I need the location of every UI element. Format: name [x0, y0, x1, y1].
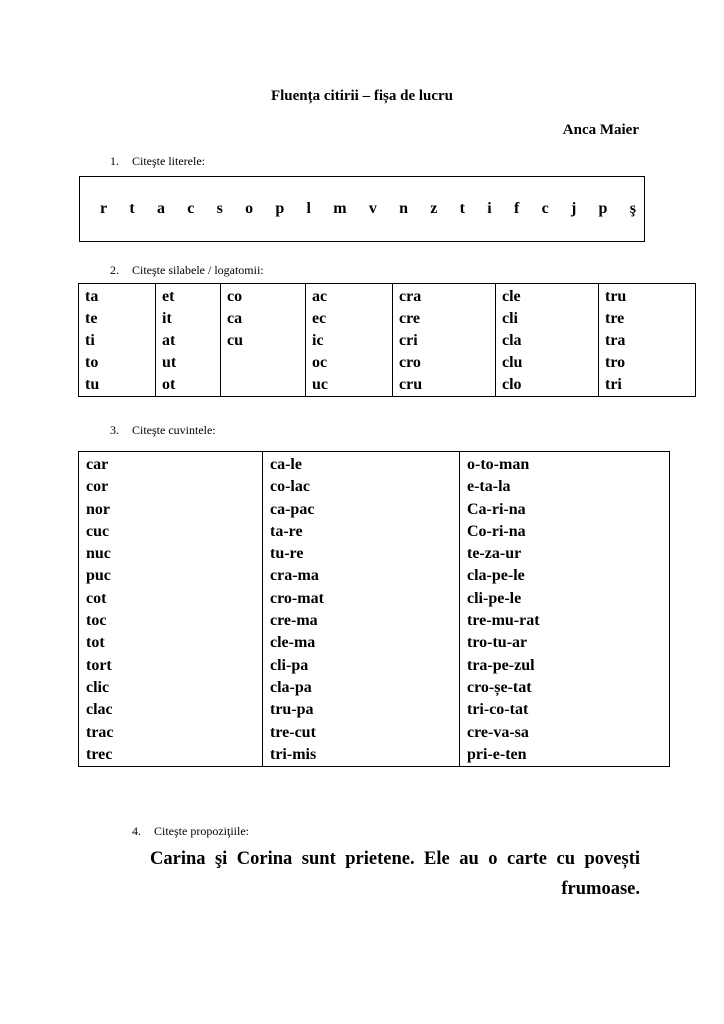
words-row [79, 452, 670, 767]
reading-sentence: Carina şi Corina sunt prietene. Ele au o carte cu povești frumoase. [150, 849, 640, 899]
letter: m [333, 200, 347, 217]
letters-box [79, 176, 645, 242]
letter: o [245, 200, 254, 217]
word: tri-mis [270, 745, 317, 763]
letter: t [129, 200, 135, 217]
word-column [79, 452, 263, 767]
worksheet-title: Fluența citirii – fișa de lucru [270, 88, 454, 104]
syllable-column [79, 284, 156, 397]
word-column [263, 452, 460, 767]
syllable: tro [605, 354, 626, 371]
word: cro-șe-tat [467, 678, 532, 696]
letter: i [487, 200, 492, 217]
letter: r [100, 200, 108, 217]
word: tri-co-tat [467, 701, 529, 719]
word: e-ta-la [467, 478, 511, 496]
section-number: 4. [132, 824, 141, 838]
syllable: tru [605, 288, 627, 305]
syllable: te [85, 310, 98, 327]
syllable-column [156, 284, 221, 397]
section-label: Citeşte silabele / logatomii: [132, 263, 264, 277]
syllable: ti [85, 332, 95, 349]
word: pri-e-ten [467, 745, 527, 763]
syllable: ic [312, 332, 324, 349]
syllable-column [306, 284, 393, 397]
section-4-heading [132, 824, 249, 839]
word: cla-pa [270, 678, 312, 696]
syllable: ut [162, 354, 177, 371]
syllable: cli [502, 310, 518, 327]
word: puc [86, 567, 111, 585]
syllable: oc [312, 354, 328, 371]
words-table [78, 451, 670, 767]
word: cla-pe-le [467, 567, 525, 585]
letter: z [430, 200, 438, 217]
letter: v [368, 200, 377, 217]
author-name: Anca Maier [562, 122, 639, 138]
word: nor [86, 500, 110, 518]
syllable: cru [399, 376, 423, 393]
syllable-column [393, 284, 496, 397]
word: co-lac [270, 478, 310, 496]
syllable: cri [399, 332, 418, 349]
word: Ca-ri-na [467, 500, 526, 518]
syllable: cre [399, 310, 421, 327]
syllable: cra [399, 288, 422, 305]
word: tre-mu-rat [467, 612, 540, 630]
word: nuc [86, 545, 111, 563]
syllable: clo [502, 376, 522, 393]
syllable: ec [312, 310, 327, 327]
syllable: tre [605, 310, 625, 327]
syllable: cro [399, 354, 421, 371]
letter: l [306, 200, 311, 217]
word: cli-pe-le [467, 589, 522, 607]
letter: f [513, 200, 520, 217]
word: cre-ma [270, 612, 318, 630]
syllable: co [227, 288, 243, 305]
syllable: clu [502, 354, 523, 371]
word: tot [86, 634, 105, 652]
word: cor [86, 478, 109, 496]
word: cle-ma [270, 634, 316, 652]
letter: c [187, 200, 195, 217]
letter: a [156, 200, 165, 217]
letter: c [541, 200, 549, 217]
letter: ş [629, 200, 636, 217]
word: car [86, 456, 109, 473]
word: trac [86, 723, 114, 741]
syllable: uc [312, 376, 328, 393]
word: tra-pe-zul [467, 656, 535, 674]
section-label: Citeşte propoziţiile: [154, 824, 249, 838]
syllable-column [221, 284, 306, 397]
letter: t [459, 200, 465, 217]
syllable-column [496, 284, 599, 397]
word: tu-re [270, 545, 304, 563]
word: ta-re [270, 522, 303, 540]
syllable: ot [162, 376, 176, 393]
section-label: Citeşte cuvintele: [132, 423, 216, 437]
word: tru-pa [270, 701, 314, 719]
word: te-za-ur [467, 545, 522, 563]
syllable: cu [227, 332, 243, 349]
syllable: to [85, 354, 99, 371]
syllables-table [78, 283, 696, 397]
syllable: ca [227, 310, 243, 327]
syllable: et [162, 288, 175, 305]
word: tre-cut [270, 723, 316, 741]
section-3-heading [110, 423, 216, 438]
letter: j [570, 200, 577, 217]
letter: s [216, 200, 223, 217]
word: clic [86, 678, 110, 696]
word: ca-le [270, 456, 302, 473]
letter: n [399, 200, 409, 217]
letter: p [598, 200, 608, 217]
syllable: at [162, 332, 176, 349]
word: cli-pa [270, 656, 309, 674]
word: toc [86, 612, 107, 630]
word: clac [86, 701, 113, 719]
syllable: tu [85, 376, 100, 393]
syllable: ac [312, 288, 328, 305]
word: trec [86, 745, 113, 763]
word: cot [86, 589, 107, 607]
word: cra-ma [270, 567, 319, 585]
word: cre-va-sa [467, 723, 529, 741]
word: o-to-man [467, 456, 530, 473]
letter: p [275, 200, 285, 217]
section-2-heading [110, 263, 264, 278]
word: cro-mat [270, 589, 324, 607]
word: tort [86, 656, 112, 674]
syllable-column [599, 284, 696, 397]
section-1-heading [110, 154, 205, 169]
word: Co-ri-na [467, 522, 526, 540]
word: ca-pac [270, 500, 315, 518]
word: tro-tu-ar [467, 634, 528, 652]
section-number: 2. [110, 263, 119, 277]
syllable: ta [85, 288, 99, 305]
section-label: Citeşte literele: [132, 154, 205, 168]
syllable: cle [502, 288, 521, 305]
word-column [460, 452, 670, 767]
syllable: tra [605, 332, 626, 349]
syllable: cla [502, 332, 522, 349]
section-number: 3. [110, 423, 119, 437]
syllable: it [162, 310, 172, 327]
section-number: 1. [110, 154, 119, 168]
syllables-row [79, 284, 696, 397]
word: cuc [86, 522, 110, 540]
syllable: tri [605, 376, 622, 393]
